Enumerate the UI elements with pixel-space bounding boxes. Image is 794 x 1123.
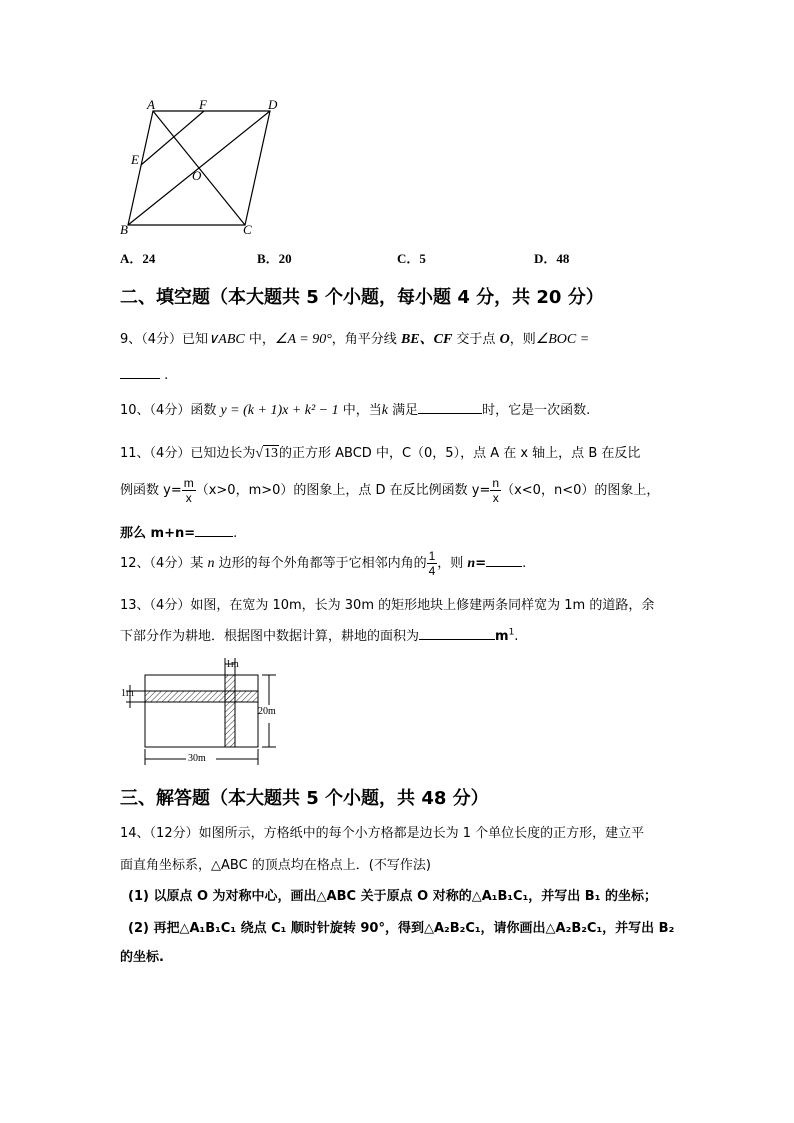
- q9-prefix: 9、（4分）已知: [120, 332, 209, 347]
- choice-c: C．5: [397, 251, 426, 266]
- fig2-label-left: 1m: [121, 688, 134, 699]
- vertical-road: [225, 675, 235, 747]
- horizontal-road: [145, 691, 258, 702]
- q11-prefix: 11、（4分）已知边长为: [120, 446, 256, 461]
- q10-k: k: [381, 403, 388, 418]
- q9-mid1: 中，: [244, 332, 275, 347]
- question-14-part1: (1) 以原点 O 为对称中心，画出△ABC 关于原点 O 对称的△A₁B₁C₁，并写出 B₁ 的坐标；: [128, 889, 657, 904]
- question-10: [120, 399, 590, 419]
- q10-prefix: 10、（4分）函数: [120, 403, 221, 418]
- q9-triangle: ∨ABC: [208, 332, 245, 347]
- q12-mid: 边形的每个外角都等于它相邻内角的: [214, 556, 427, 571]
- question-14-part2-cont: 的坐标.: [120, 950, 164, 965]
- choice-a: A．24: [120, 251, 156, 266]
- label-f: F: [199, 97, 207, 112]
- q9-answer-blank[interactable]: [120, 366, 160, 379]
- section-2-title: 二、填空题（本大题共 5 个小题，每小题 4 分，共 20 分）: [120, 287, 604, 308]
- sqrt-sign-icon: √: [255, 446, 264, 461]
- q11-tail: .: [233, 526, 238, 541]
- q9-point-o: O: [499, 332, 510, 347]
- question-9: [120, 328, 589, 348]
- label-e: E: [131, 152, 139, 167]
- q12-answer-blank[interactable]: [486, 554, 522, 567]
- question-14-line1: 14、（12分）如图所示，方格纸中的每个小方格都是边长为 1 个单位长度的正方形，建立平: [120, 826, 645, 841]
- label-a: A: [147, 97, 155, 112]
- q11-answer-blank[interactable]: [195, 524, 233, 537]
- q12-tail: .: [522, 556, 527, 571]
- q10-mid2: 满足: [387, 403, 419, 418]
- fig2-label-bottom: 30m: [188, 753, 206, 764]
- field-rect: [145, 675, 258, 747]
- q11-line3: 那么 m+n=: [120, 526, 196, 541]
- q12-prefix: 12、（4分）某: [120, 556, 208, 571]
- q10-expression: y = (k + 1)x + k² − 1: [220, 403, 339, 418]
- section-3-title: 三、解答题（本大题共 5 个小题，共 48 分）: [120, 788, 489, 809]
- q11-line2-a: 例函数 y=: [120, 483, 182, 498]
- q10-answer-blank[interactable]: [418, 401, 482, 414]
- q12-fraction: [427, 549, 438, 578]
- q12-n: n: [207, 556, 215, 571]
- q10-mid: 中，当: [338, 403, 382, 418]
- frac-denominator: x: [492, 491, 499, 505]
- q9-mid3: 交于点: [452, 332, 500, 347]
- choice-d: D．48: [534, 251, 570, 266]
- q11-sqrt: [255, 445, 279, 461]
- question-11-line2: [120, 476, 659, 505]
- q13-tail: .: [514, 629, 519, 644]
- q12-eq: =: [475, 556, 487, 571]
- frac-numerator: 1: [428, 549, 436, 563]
- question-11-line3: [120, 522, 237, 541]
- label-c: C: [243, 222, 252, 237]
- q11-line2-c: （x<0，n<0）的图象上，: [501, 483, 660, 498]
- q11-line2-b: （x>0，m>0）的图象上，点 D 在反比例函数 y=: [195, 483, 491, 498]
- q12-n2: n: [467, 556, 476, 571]
- question-11-line1: [120, 442, 640, 462]
- fig2-label-right: 20m: [258, 706, 276, 717]
- label-o: O: [192, 168, 202, 183]
- q13-line2: 下部分作为耕地．根据图中数据计算，耕地的面积为: [120, 629, 420, 644]
- q9-mid4: ，则: [509, 332, 536, 347]
- q11-fraction-m-x: [182, 476, 196, 505]
- q13-answer-blank[interactable]: [419, 627, 495, 640]
- choice-b: B．20: [257, 251, 292, 266]
- fig2-label-top: 1m: [226, 659, 239, 670]
- frac-denominator: x: [185, 491, 192, 505]
- q9-bisectors: BE、CF: [400, 332, 453, 347]
- frac-numerator: n: [492, 476, 500, 490]
- q9-angle: ∠A = 90°: [274, 332, 332, 347]
- question-13-line1: 13、（4分）如图，在宽为 10m，长为 30m 的矩形地块上修建两条同样宽为 1m 的道路，余: [120, 598, 655, 613]
- question-13-line2: [120, 625, 518, 644]
- frac-denominator: 4: [428, 564, 436, 578]
- q11-line1-rest: 的正方形 ABCD 中，C（0，5），点 A 在 x 轴上，点 B 在反比: [279, 446, 641, 461]
- question-14-line2: 面直角坐标系，△ABC 的顶点均在格点上．(不写作法): [120, 858, 431, 873]
- q9-mid2: ，角平分线: [331, 332, 401, 347]
- q10-tail: 时，它是一次函数.: [482, 403, 591, 418]
- question-12: [120, 549, 526, 578]
- q13-unit: m: [495, 629, 509, 644]
- q13-superscript: 1: [508, 627, 515, 638]
- q9-answer-line: [120, 366, 168, 383]
- q11-radicand: 13: [264, 446, 279, 461]
- q12-mid2: ，则: [437, 556, 468, 571]
- label-d: D: [268, 97, 278, 112]
- question-14-part2: (2) 再把△A₁B₁C₁ 绕点 C₁ 顺时针旋转 90°，得到△A₂B₂C₁，请你画出△A₂B₂C₁，并写出 B₂: [128, 921, 675, 936]
- q11-fraction-n-x: [490, 476, 501, 505]
- q9-tail: .: [164, 368, 169, 383]
- q9-angle-boc: ∠BOC =: [535, 332, 590, 347]
- frac-numerator: m: [183, 476, 194, 490]
- segment-ef: [141, 111, 204, 165]
- label-b: B: [120, 222, 128, 237]
